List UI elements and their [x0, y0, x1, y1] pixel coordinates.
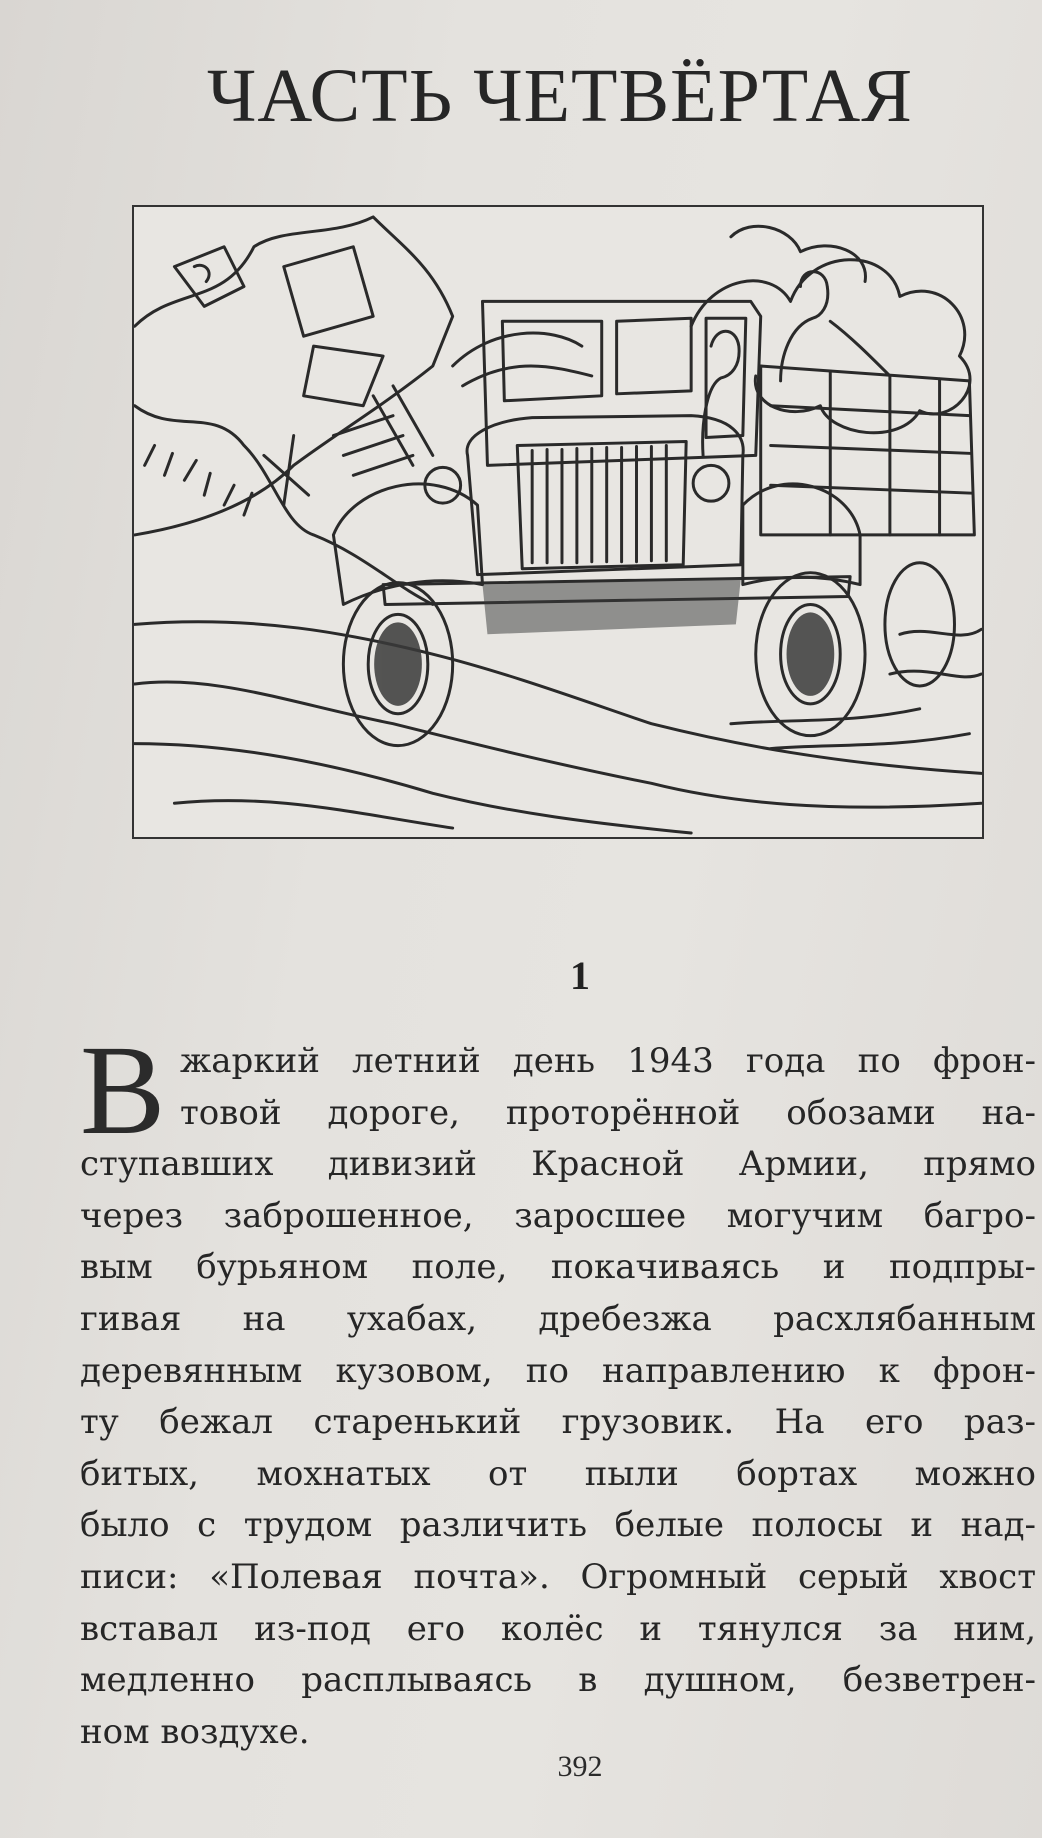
road-edge [135, 622, 982, 774]
paragraph-line: ступавших дивизий Красной Армии, прямо [80, 1144, 1036, 1185]
paragraph-line: товой дороге, проторённой обозами на- [180, 1092, 1036, 1133]
paragraph-line: деревянным кузовом, по направлению к фрон- [80, 1350, 1036, 1391]
chapter-number: 1 [570, 953, 590, 998]
paragraph-line: вставал из-под его колёс и тянулся за ним, [80, 1608, 1036, 1649]
paragraph-line: вым бурьяном поле, покачиваясь и подпры- [80, 1247, 1036, 1288]
truck-drawing [134, 207, 982, 837]
paragraph-line: ту бежал старенький грузовик. На его раз- [80, 1402, 1036, 1443]
paragraph-line: было с трудом различить белые полосы и над- [80, 1505, 1036, 1546]
paragraph-line: писи: «Полевая почта». Огромный серый хвост [80, 1556, 1036, 1597]
paragraph-line: жаркий летний день 1943 года по фрон- [180, 1041, 1036, 1081]
truck-wheel-rear [885, 563, 955, 686]
paragraph-line: битых, мохнатых от пыли бортах можно [80, 1453, 1036, 1494]
paragraph-line: ном воздухе. [80, 1711, 310, 1752]
paragraph-line: через заброшенное, заросшее могучим багро- [80, 1195, 1036, 1236]
part-title: ЧАСТЬ ЧЕТВЁРТАЯ [206, 54, 913, 138]
paragraph-line: медленно расплываясь в душном, безветрен- [80, 1660, 1036, 1701]
page-number: 392 [557, 1750, 603, 1783]
truck-cab [482, 301, 760, 465]
truck-illustration [132, 205, 984, 839]
drop-cap: В [80, 1019, 166, 1161]
chapter-paragraph [80, 1036, 1036, 1758]
paragraph-line: гивая на ухабах, дребезжа расхлябанным [80, 1298, 1036, 1339]
truck-headlight-right [693, 465, 729, 501]
truck-fender-left [333, 484, 482, 605]
